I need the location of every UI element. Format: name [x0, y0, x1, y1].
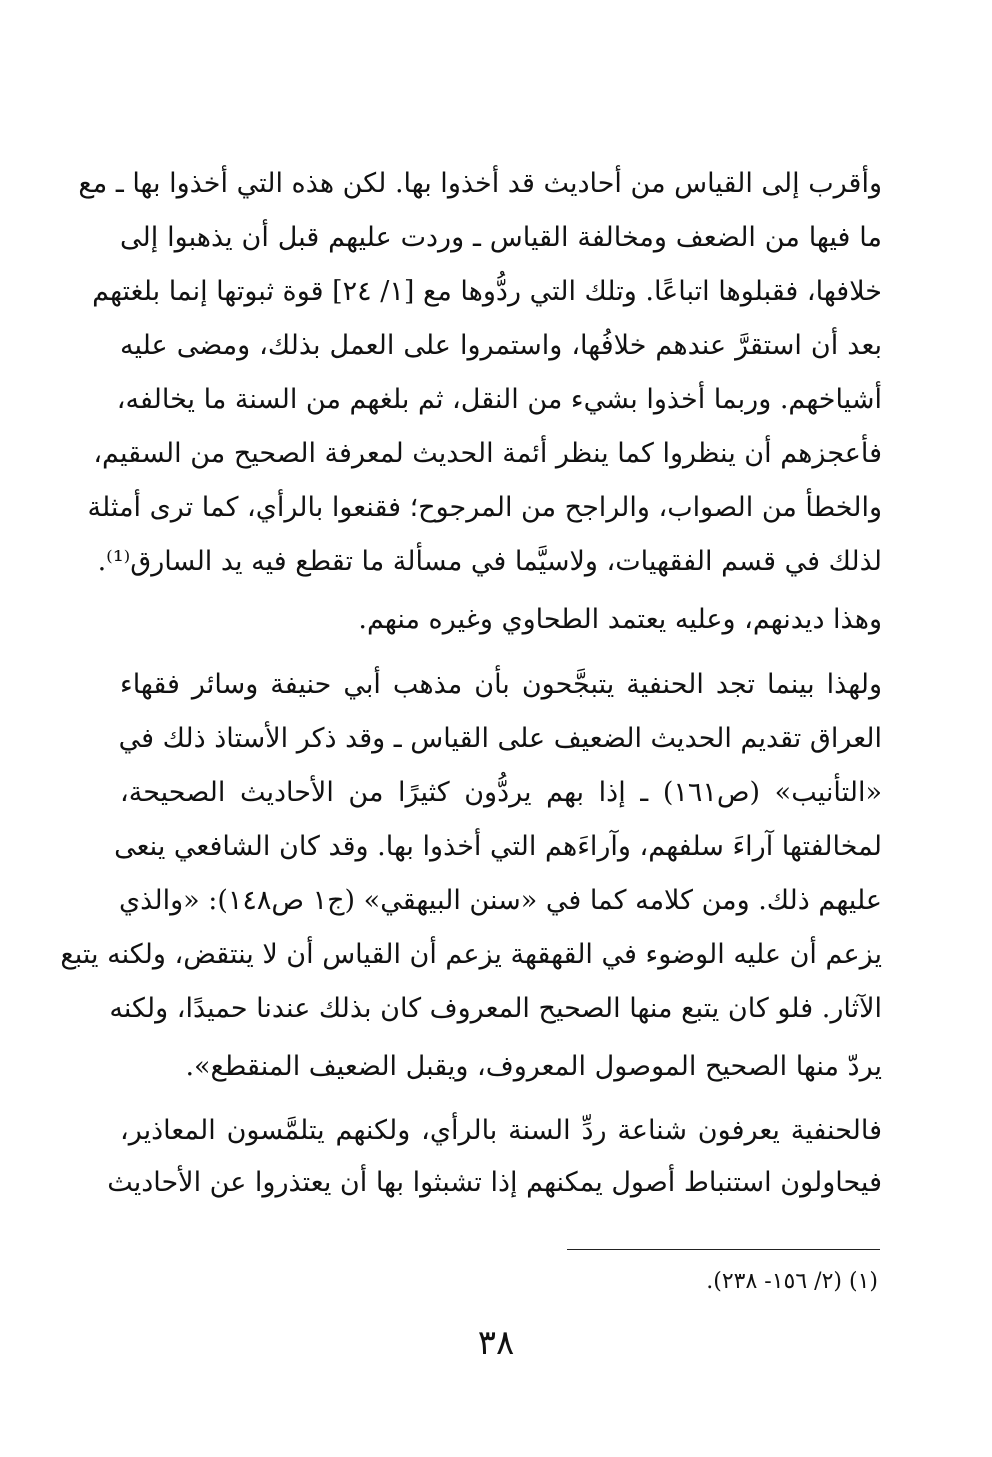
text-line: وهذا ديدنهم، وعليه يعتمد الطحاوي وغيره منهم. — [358, 604, 882, 635]
text-line: يردّ منها الصحيح الموصول المعروف، ويقبل الضعيف المنقطع». — [185, 1051, 882, 1082]
text-line: العراق تقديم الحديث الضعيف على القياس ـ وقد ذكر الأستاذ ذلك في — [118, 723, 882, 754]
text-line: خلافها، فقبلوها اتباعًا. وتلك التي ردُّوها مع [١/ ٢٤] قوة ثبوتها إنما بلغتهم — [92, 276, 882, 307]
text-line: ولهذا بينما تجد الحنفية يتبجَّحون بأن مذهب أبي حنيفة وسائر فقهاء — [120, 669, 882, 700]
page-number: ٣٨ — [477, 1323, 515, 1363]
text-line: أشياخهم. وربما أخذوا بشيء من النقل، ثم بلغهم من السنة ما يخالفه، — [116, 384, 882, 415]
text-line: «التأنيب» (ص١٦١) ـ إذا بهم يردُّون كثيرًا من الأحاديث الصحيحة، — [120, 777, 882, 808]
footnote-separator — [567, 1249, 880, 1250]
text-line: الآثار. فلو كان يتبع منها الصحيح المعروف كان بذلك عندنا حميدًا، ولكنه — [109, 993, 882, 1024]
text-line: عليهم ذلك. ومن كلامه كما في «سنن البيهقي» (ج١ ص١٤٨): «والذي — [119, 885, 882, 916]
text-line: وأقرب إلى القياس من أحاديث قد أخذوا بها. لكن هذه التي أخذوا بها ـ مع — [78, 168, 882, 199]
text-line: ما فيها من الضعف ومخالفة القياس ـ وردت عليهم قبل أن يذهبوا إلى — [120, 222, 882, 253]
text-line: يزعم أن عليه الوضوء في القهقهة يزعم أن القياس أن لا ينتقض، ولكنه يتبع — [60, 939, 882, 970]
text-line: لذلك في قسم الفقهيات، ولاسيَّما في مسألة ما تقطع فيه يد السارق⁽¹⁾. — [97, 546, 882, 577]
text-line: بعد أن استقرَّ عندهم خلافُها، واستمروا على العمل بذلك، ومضى عليه — [120, 330, 882, 361]
footnote: (١) (٢/ ١٥٦- ٢٣٨). — [706, 1269, 878, 1294]
text-line: لمخالفتها آراءَ سلفهم، وآراءَهم التي أخذوا بها. وقد كان الشافعي ينعى — [114, 831, 882, 862]
text-line: فأعجزهم أن ينظروا كما ينظر أئمة الحديث لمعرفة الصحيح من السقيم، — [93, 438, 882, 469]
text-line: والخطأ من الصواب، والراجح من المرجوح؛ فقنعوا بالرأي، كما ترى أمثلة — [87, 492, 882, 523]
text-line: فيحاولون استنباط أصول يمكنهم إذا تشبثوا بها أن يعتذروا عن الأحاديث — [107, 1167, 882, 1198]
text-line: فالحنفية يعرفون شناعة ردِّ السنة بالرأي، ولكنهم يتلمَّسون المعاذير، — [120, 1115, 882, 1146]
